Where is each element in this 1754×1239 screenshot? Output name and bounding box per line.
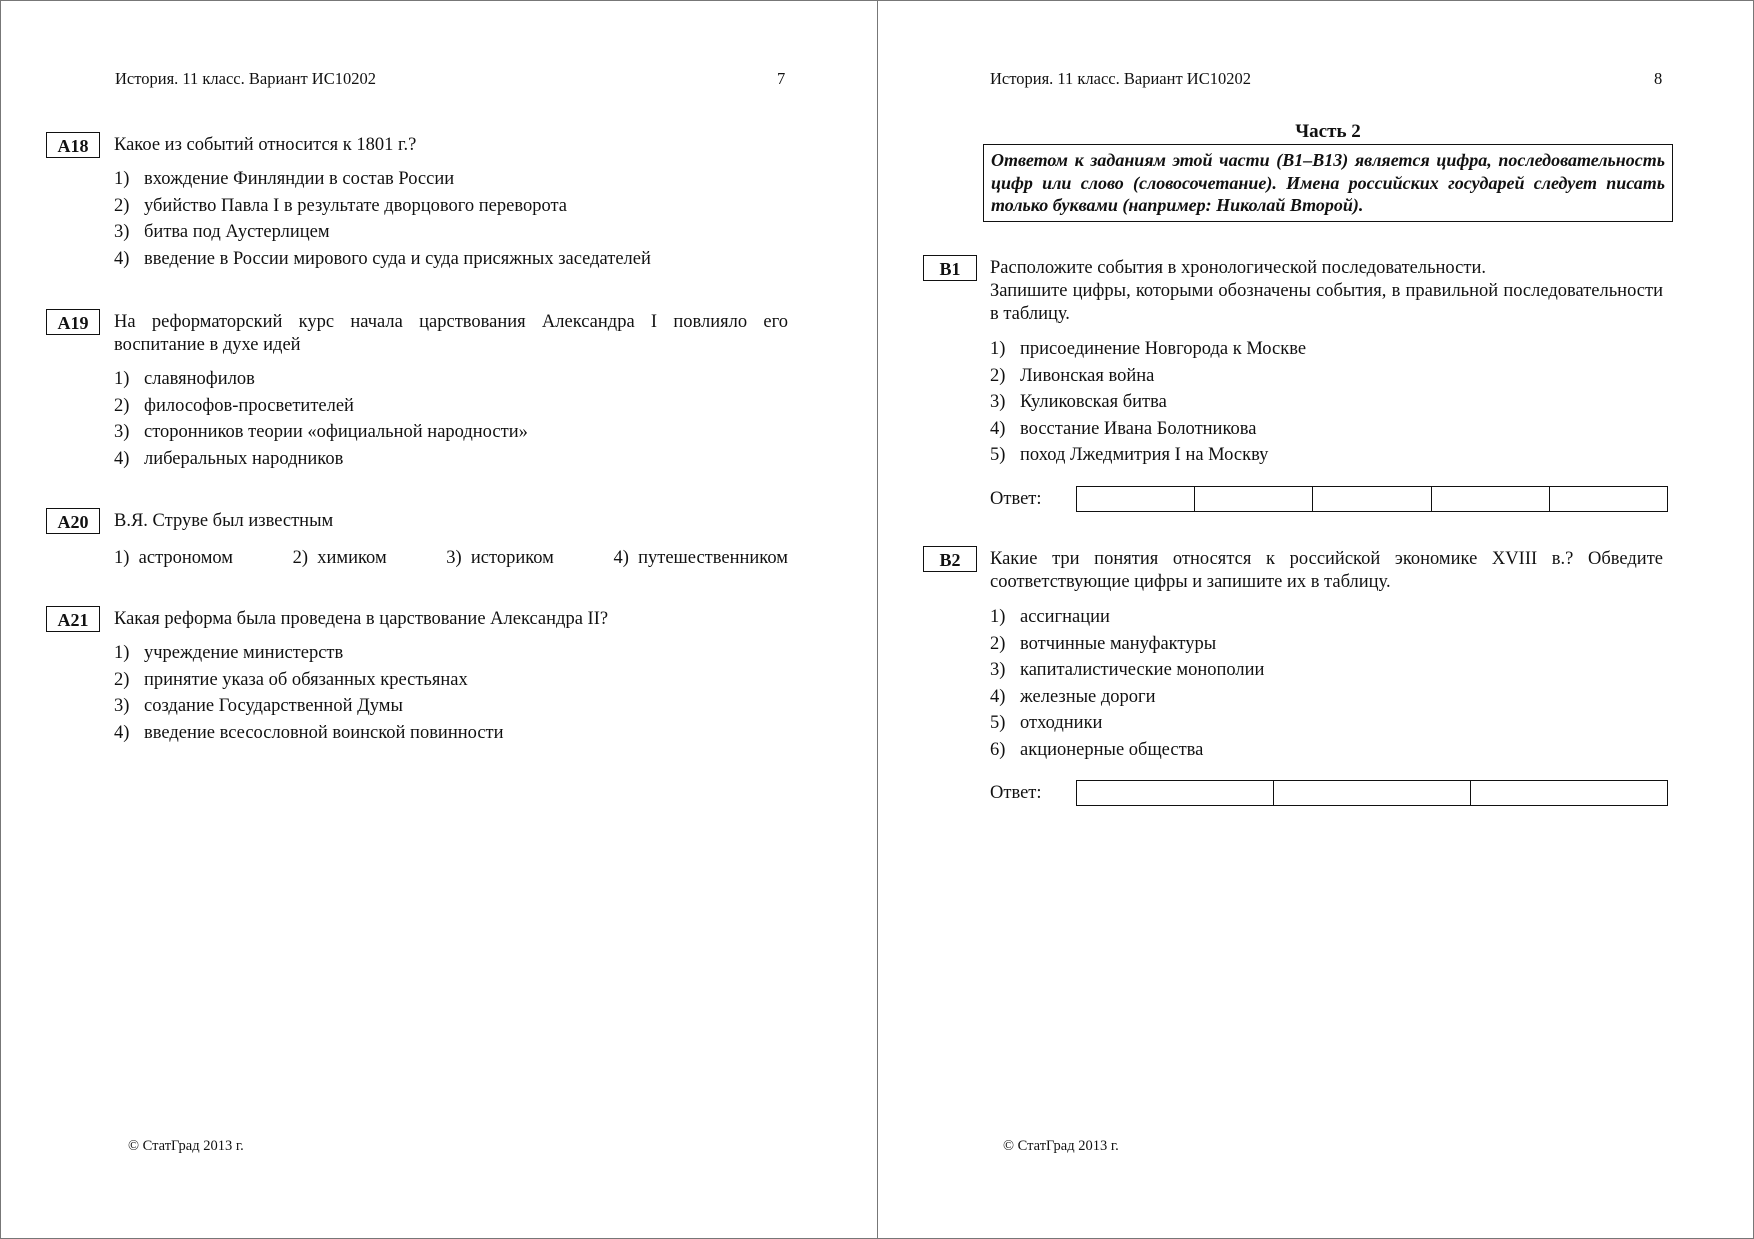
option-3[interactable]: 3) создание Государственной Думы xyxy=(114,696,403,716)
task-number: A20 xyxy=(46,508,100,534)
answer-label: Ответ: xyxy=(990,783,1042,803)
option-4[interactable]: 4) путешественником xyxy=(613,548,788,568)
option-1[interactable]: 1) присоединение Новгорода к Москве xyxy=(990,339,1307,359)
page-header: История. 11 класс. Вариант ИС10202 xyxy=(990,69,1251,88)
task-question: На реформаторский курс начала царствования Александра I повлияло его воспитание в духе идей xyxy=(114,312,788,355)
answer-table-b2[interactable] xyxy=(1076,780,1668,806)
option-2[interactable]: 2) вотчинные мануфактуры xyxy=(990,633,1217,654)
task-question-extra: Запишите цифры, которыми обозначены события, в правильной последовательности в таблицу. xyxy=(990,281,1663,324)
option-4[interactable]: 4) введение всесословной воинской повинности xyxy=(114,722,504,743)
answer-cell[interactable] xyxy=(1550,487,1667,511)
task-number: A18 xyxy=(46,132,100,158)
option-2[interactable]: 2) Ливонская война xyxy=(990,365,1155,386)
task-number: B1 xyxy=(923,255,977,281)
option-1[interactable]: 1) учреждение министерств xyxy=(114,643,344,663)
answer-cell[interactable] xyxy=(1274,781,1471,805)
task-question: Расположите события в хронологической последовательности. xyxy=(990,258,1486,278)
option-1[interactable]: 1) славянофилов xyxy=(114,369,255,389)
page-header: История. 11 класс. Вариант ИС10202 xyxy=(115,69,376,88)
task-number: A19 xyxy=(46,309,100,335)
option-3[interactable]: 3) сторонников теории «официальной народности» xyxy=(114,422,528,442)
option-4[interactable]: 4) восстание Ивана Болотникова xyxy=(990,418,1257,439)
options-list xyxy=(114,168,651,274)
options-list xyxy=(114,642,504,748)
option-1[interactable]: 1) астрономом xyxy=(114,548,234,568)
answer-cell[interactable] xyxy=(1077,781,1274,805)
answer-cell[interactable] xyxy=(1195,487,1313,511)
answer-cell[interactable] xyxy=(1432,487,1550,511)
option-2[interactable]: 2) убийство Павла I в результате дворцового переворота xyxy=(114,195,567,216)
option-4[interactable]: 4) железные дороги xyxy=(990,686,1156,707)
task-number: B2 xyxy=(923,546,977,572)
option-5[interactable]: 5) поход Лжедмитрия I на Москву xyxy=(990,445,1269,465)
option-1[interactable]: 1) ассигнации xyxy=(990,607,1110,627)
option-1[interactable]: 1) вхождение Финляндии в состав России xyxy=(114,169,455,189)
task-question: В.Я. Струве был известным xyxy=(114,511,334,531)
page-number: 8 xyxy=(1654,69,1663,88)
option-3[interactable]: 3) капиталистические монополии xyxy=(990,660,1265,680)
option-4[interactable]: 4) либеральных народников xyxy=(114,448,344,469)
options-inline xyxy=(114,548,788,569)
option-6[interactable]: 6) акционерные общества xyxy=(990,739,1204,760)
task-number: A21 xyxy=(46,606,100,632)
answer-label: Ответ: xyxy=(990,489,1042,509)
instruction-box: Ответом к заданиям этой части (В1–В13) является цифра, последовательность цифр или слово (словосочетание). Имена российских государей следует писать только буквами (например: Николай Второй). xyxy=(983,144,1673,222)
task-question: Какое из событий относится к 1801 г.? xyxy=(114,135,417,155)
page-number: 7 xyxy=(777,69,786,88)
option-5[interactable]: 5) отходники xyxy=(990,713,1103,733)
option-4[interactable]: 4) введение в России мирового суда и суда присяжных заседателей xyxy=(114,248,651,269)
page-footer: © СтатГрад 2013 г. xyxy=(128,1138,244,1154)
page-7 xyxy=(1,1,877,1238)
option-2[interactable]: 2) философов-просветителей xyxy=(114,395,354,416)
option-3[interactable]: 3) Куликовская битва xyxy=(990,392,1167,412)
option-3[interactable]: 3) битва под Аустерлицем xyxy=(114,222,330,242)
option-2[interactable]: 2) принятие указа об обязанных крестьянах xyxy=(114,669,468,690)
answer-cell[interactable] xyxy=(1313,487,1431,511)
answer-table-b1[interactable] xyxy=(1076,486,1668,512)
option-3[interactable]: 3) историком xyxy=(446,548,554,568)
task-question: Какая реформа была проведена в царствование Александра II? xyxy=(114,609,609,629)
answer-cell[interactable] xyxy=(1077,487,1195,511)
page-footer: © СтатГрад 2013 г. xyxy=(1003,1138,1119,1154)
options-list xyxy=(990,338,1306,471)
options-list xyxy=(990,606,1264,765)
option-2[interactable]: 2) химиком xyxy=(292,548,387,568)
options-list xyxy=(114,368,528,474)
part-title: Часть 2 xyxy=(1295,121,1361,142)
answer-cell[interactable] xyxy=(1471,781,1667,805)
page-8 xyxy=(878,1,1754,1238)
task-question: Какие три понятия относятся к российской экономике XVIII в.? Обведите соответствующие цифры и запишите их в таблицу. xyxy=(990,549,1663,592)
